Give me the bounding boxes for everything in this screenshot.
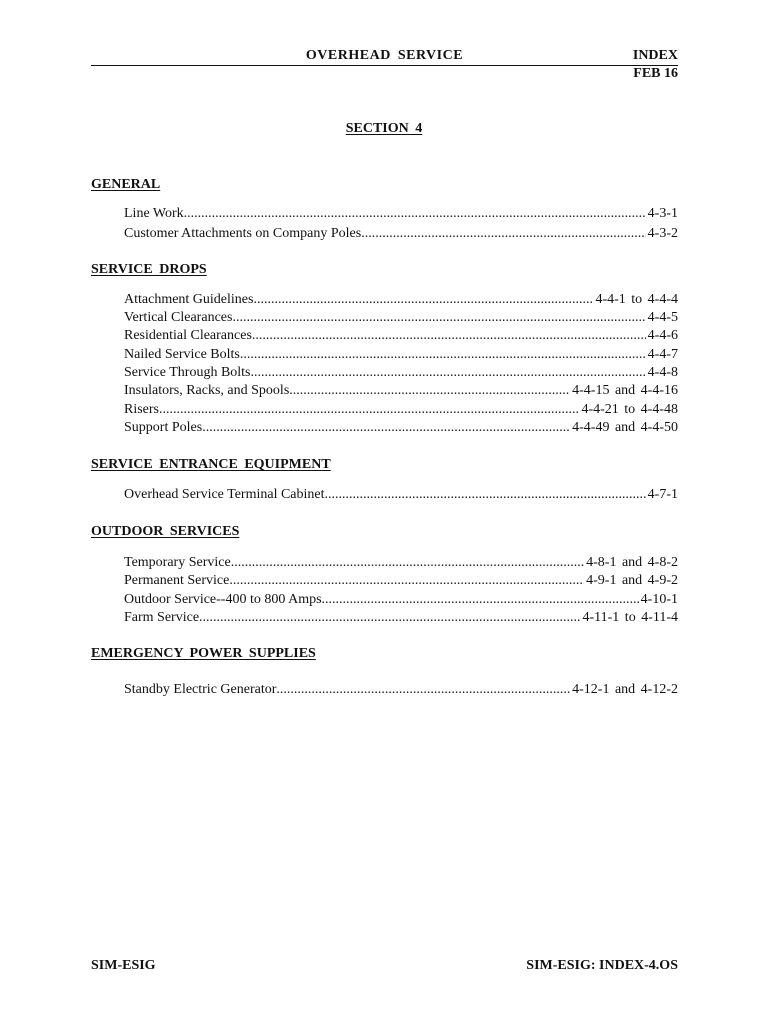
toc-entry	[124, 554, 678, 572]
toc-entry-page: 4-4-15 and 4-4-16	[572, 383, 678, 398]
leader-dots	[240, 346, 646, 364]
toc-entry-page: 4-8-1 and 4-8-2	[586, 555, 678, 570]
leader-dots	[289, 382, 570, 400]
toc-entry-label: Residential Clearances	[124, 328, 252, 343]
toc-entry-label: Nailed Service Bolts	[124, 347, 240, 362]
toc-entry-page: 4-4-21 to 4-4-48	[581, 402, 678, 417]
toc-entry-page: 4-4-49 and 4-4-50	[572, 420, 678, 435]
toc-entry	[124, 681, 678, 699]
toc-entry-label: Support Poles	[124, 420, 203, 435]
toc-entry-page: 4-12-1 and 4-12-2	[572, 682, 678, 697]
toc-entry-label: Standby Electric Generator	[124, 682, 277, 697]
toc-entry-page: 4-4-1 to 4-4-4	[595, 292, 678, 307]
page-header	[91, 47, 678, 66]
leader-dots	[325, 486, 646, 504]
toc-entry-page: 4-10-1	[640, 592, 678, 607]
toc-entry	[124, 572, 678, 590]
leader-dots	[232, 309, 645, 327]
heading-outdoor-services: OUTDOOR SERVICES	[91, 524, 240, 539]
leader-dots	[229, 572, 584, 590]
toc-entry-label: Customer Attachments on Company Poles	[124, 226, 362, 241]
toc-entry-page: 4-4-7	[647, 347, 678, 362]
toc-entry	[124, 225, 678, 243]
toc-entry-label: Vertical Clearances	[124, 310, 233, 325]
section-title	[0, 121, 768, 137]
leader-dots	[251, 364, 646, 382]
toc-entry-page: 4-3-1	[647, 206, 678, 221]
toc-entry-page: 4-4-8	[647, 365, 678, 380]
toc-entry	[124, 486, 678, 504]
heading-general: GENERAL	[91, 177, 161, 192]
toc-entry	[124, 291, 678, 309]
toc-entry	[124, 401, 678, 419]
toc-entry-page: 4-4-5	[647, 310, 678, 325]
toc-entry-label: Overhead Service Terminal Cabinet	[124, 487, 325, 502]
heading-service-drops: SERVICE DROPS	[91, 262, 207, 277]
toc-entry-label: Service Through Bolts	[124, 365, 251, 380]
toc-entry-label: Insulators, Racks, and Spools	[124, 383, 290, 398]
header-index-label: INDEX	[632, 48, 678, 63]
leader-dots	[184, 205, 646, 223]
leader-dots	[252, 327, 646, 345]
toc-entry-page: 4-4-6	[647, 328, 678, 343]
leader-dots	[253, 291, 593, 309]
leader-dots	[231, 554, 584, 572]
section-title-text: SECTION 4	[345, 121, 423, 136]
toc-entry	[124, 419, 678, 437]
toc-entry-label: Line Work	[124, 206, 184, 221]
toc-entry-label: Permanent Service	[124, 573, 230, 588]
leader-dots	[199, 609, 580, 627]
leader-dots	[202, 419, 570, 437]
toc-entry	[124, 364, 678, 382]
leader-dots	[322, 591, 639, 609]
toc-entry	[124, 327, 678, 345]
heading-emergency-power-supplies: EMERGENCY POWER SUPPLIES	[91, 646, 316, 661]
toc-entry	[124, 609, 678, 627]
toc-entry-page: 4-9-1 and 4-9-2	[586, 573, 678, 588]
toc-entry	[124, 591, 678, 609]
toc-entry-label: Temporary Service	[124, 555, 231, 570]
toc-entry	[124, 205, 678, 223]
toc-entry	[124, 346, 678, 364]
toc-entry	[124, 382, 678, 400]
leader-dots	[159, 401, 579, 419]
leader-dots	[361, 225, 645, 243]
toc-entry-label: Outdoor Service--400 to 800 Amps	[124, 592, 322, 607]
toc-entry	[124, 309, 678, 327]
toc-entry-page: 4-11-1 to 4-11-4	[582, 610, 678, 625]
toc-entry-label: Farm Service	[124, 610, 200, 625]
header-date: FEB 16	[633, 66, 678, 81]
footer-left: SIM-ESIG	[91, 958, 156, 973]
toc-entry-page: 4-7-1	[647, 487, 678, 502]
toc-entry-label: Attachment Guidelines	[124, 292, 254, 307]
toc-entry-page: 4-3-2	[647, 226, 678, 241]
leader-dots	[276, 681, 570, 699]
header-title: OVERHEAD SERVICE	[305, 48, 464, 63]
heading-service-entrance-equipment: SERVICE ENTRANCE EQUIPMENT	[91, 457, 331, 472]
footer-right: SIM-ESIG: INDEX-4.OS	[526, 958, 678, 973]
toc-entry-label: Risers	[124, 402, 159, 417]
